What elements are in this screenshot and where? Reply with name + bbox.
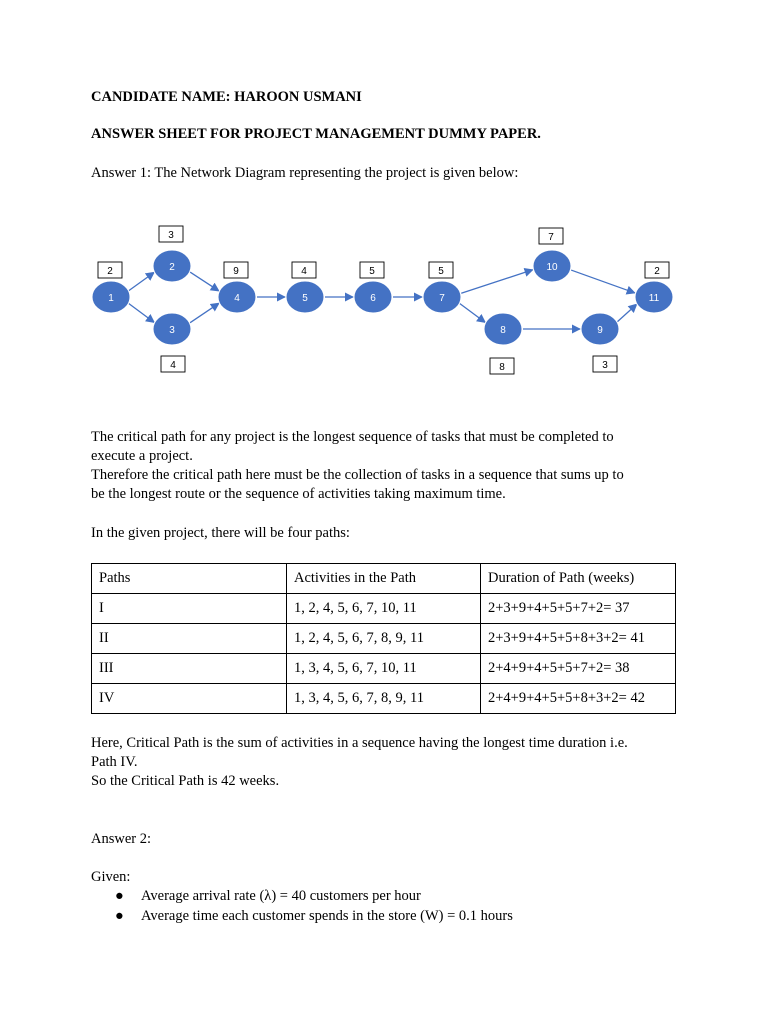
- node-2: [153, 250, 191, 282]
- duration-label: 2: [107, 266, 113, 277]
- node-9: [581, 313, 619, 345]
- edge-2-4: [190, 272, 219, 291]
- para1-line2: execute a project.: [91, 448, 193, 464]
- table-header-row: [92, 564, 676, 594]
- path-activities: 1, 3, 4, 5, 6, 7, 10, 11: [287, 654, 481, 684]
- path-activities: 1, 3, 4, 5, 6, 7, 8, 9, 11: [287, 684, 481, 714]
- node-label: 3: [169, 325, 175, 336]
- path-duration: 2+4+9+4+5+5+8+3+2= 42: [481, 684, 676, 714]
- duration-label: 8: [499, 362, 505, 373]
- header-activities: Activities in the Path: [287, 564, 481, 594]
- edge-7-10: [461, 270, 532, 293]
- paths-table: [91, 563, 676, 714]
- duration-box: [360, 262, 384, 278]
- bullet-text: Average arrival rate (λ) = 40 customers per hour: [141, 888, 421, 904]
- duration-label: 4: [170, 360, 176, 371]
- edge-3-4: [190, 303, 219, 323]
- duration-box: [490, 358, 514, 374]
- node-4: [218, 281, 256, 313]
- given-label: Given:: [91, 869, 131, 885]
- path-duration: 2+4+9+4+5+5+7+2= 38: [481, 654, 676, 684]
- duration-label: 5: [438, 266, 444, 277]
- duration-label: 5: [369, 266, 375, 277]
- duration-box: [645, 262, 669, 278]
- node-label: 2: [169, 262, 175, 273]
- bullet-text: Average time each customer spends in the store (W) = 0.1 hours: [141, 908, 513, 924]
- conclusion-line1: Here, Critical Path is the sum of activities in a sequence having the longest time duration i.e.: [91, 735, 628, 751]
- duration-label: 7: [548, 232, 554, 243]
- node-8: [484, 313, 522, 345]
- node-label: 4: [234, 293, 240, 304]
- conclusion-line2: Path IV.: [91, 754, 138, 770]
- list-item: [91, 907, 513, 926]
- edge-9-11: [617, 304, 637, 322]
- bullet-icon: ●: [115, 888, 124, 904]
- list-item: [91, 887, 421, 906]
- network-diagram: [0, 215, 768, 380]
- answer1-intro: Answer 1: The Network Diagram representing the project is given below:: [91, 165, 519, 181]
- node-5: [286, 281, 324, 313]
- node-label: 7: [439, 293, 445, 304]
- duration-box: [98, 262, 122, 278]
- edge-1-2: [129, 272, 154, 290]
- node-1: [92, 281, 130, 313]
- para1-line3: Therefore the critical path here must be the collection of tasks in a sequence that sums up to: [91, 467, 624, 483]
- path-activities: 1, 2, 4, 5, 6, 7, 8, 9, 11: [287, 624, 481, 654]
- duration-box: [292, 262, 316, 278]
- node-6: [354, 281, 392, 313]
- node-label: 6: [370, 293, 376, 304]
- duration-box: [161, 356, 185, 372]
- edge-1-3: [129, 304, 155, 323]
- node-10: [533, 250, 571, 282]
- duration-box: [159, 226, 183, 242]
- node-label: 11: [648, 293, 660, 304]
- header-duration: Duration of Path (weeks): [481, 564, 676, 594]
- table-row: [92, 684, 676, 714]
- node-3: [153, 313, 191, 345]
- duration-label: 4: [301, 266, 307, 277]
- answer2-label: Answer 2:: [91, 831, 152, 847]
- edge-10-11: [571, 270, 635, 293]
- edge-7-8: [460, 304, 486, 323]
- node-label: 9: [597, 325, 603, 336]
- para1-line1: The critical path for any project is the longest sequence of tasks that must be completed to: [91, 429, 614, 445]
- duration-label: 3: [602, 360, 608, 371]
- path-duration: 2+3+9+4+5+5+8+3+2= 41: [481, 624, 676, 654]
- path-name: I: [92, 594, 287, 624]
- bullet-icon: ●: [115, 908, 124, 924]
- duration-label: 2: [654, 266, 660, 277]
- conclusion-line3: So the Critical Path is 42 weeks.: [91, 773, 280, 789]
- table-row: [92, 594, 676, 624]
- duration-label: 9: [233, 266, 239, 277]
- table-row: [92, 654, 676, 684]
- para1-line4: be the longest route or the sequence of activities taking maximum time.: [91, 486, 506, 502]
- path-activities: 1, 2, 4, 5, 6, 7, 10, 11: [287, 594, 481, 624]
- answer-sheet-heading: ANSWER SHEET FOR PROJECT MANAGEMENT DUMMY PAPER.: [91, 126, 541, 142]
- node-label: 5: [302, 293, 308, 304]
- duration-box: [224, 262, 248, 278]
- node-label: 1: [108, 293, 114, 304]
- node-label: 8: [500, 325, 506, 336]
- duration-box: [429, 262, 453, 278]
- path-name: IV: [92, 684, 287, 714]
- candidate-name: CANDIDATE NAME: HAROON USMANI: [91, 89, 362, 105]
- node-label: 10: [546, 262, 558, 273]
- node-7: [423, 281, 461, 313]
- paths-intro: In the given project, there will be four paths:: [91, 525, 350, 541]
- duration-label: 3: [168, 230, 174, 241]
- table-row: [92, 624, 676, 654]
- duration-box: [593, 356, 617, 372]
- node-11: [635, 281, 673, 313]
- path-name: II: [92, 624, 287, 654]
- duration-box: [539, 228, 563, 244]
- path-name: III: [92, 654, 287, 684]
- header-paths: Paths: [92, 564, 287, 594]
- path-duration: 2+3+9+4+5+5+7+2= 37: [481, 594, 676, 624]
